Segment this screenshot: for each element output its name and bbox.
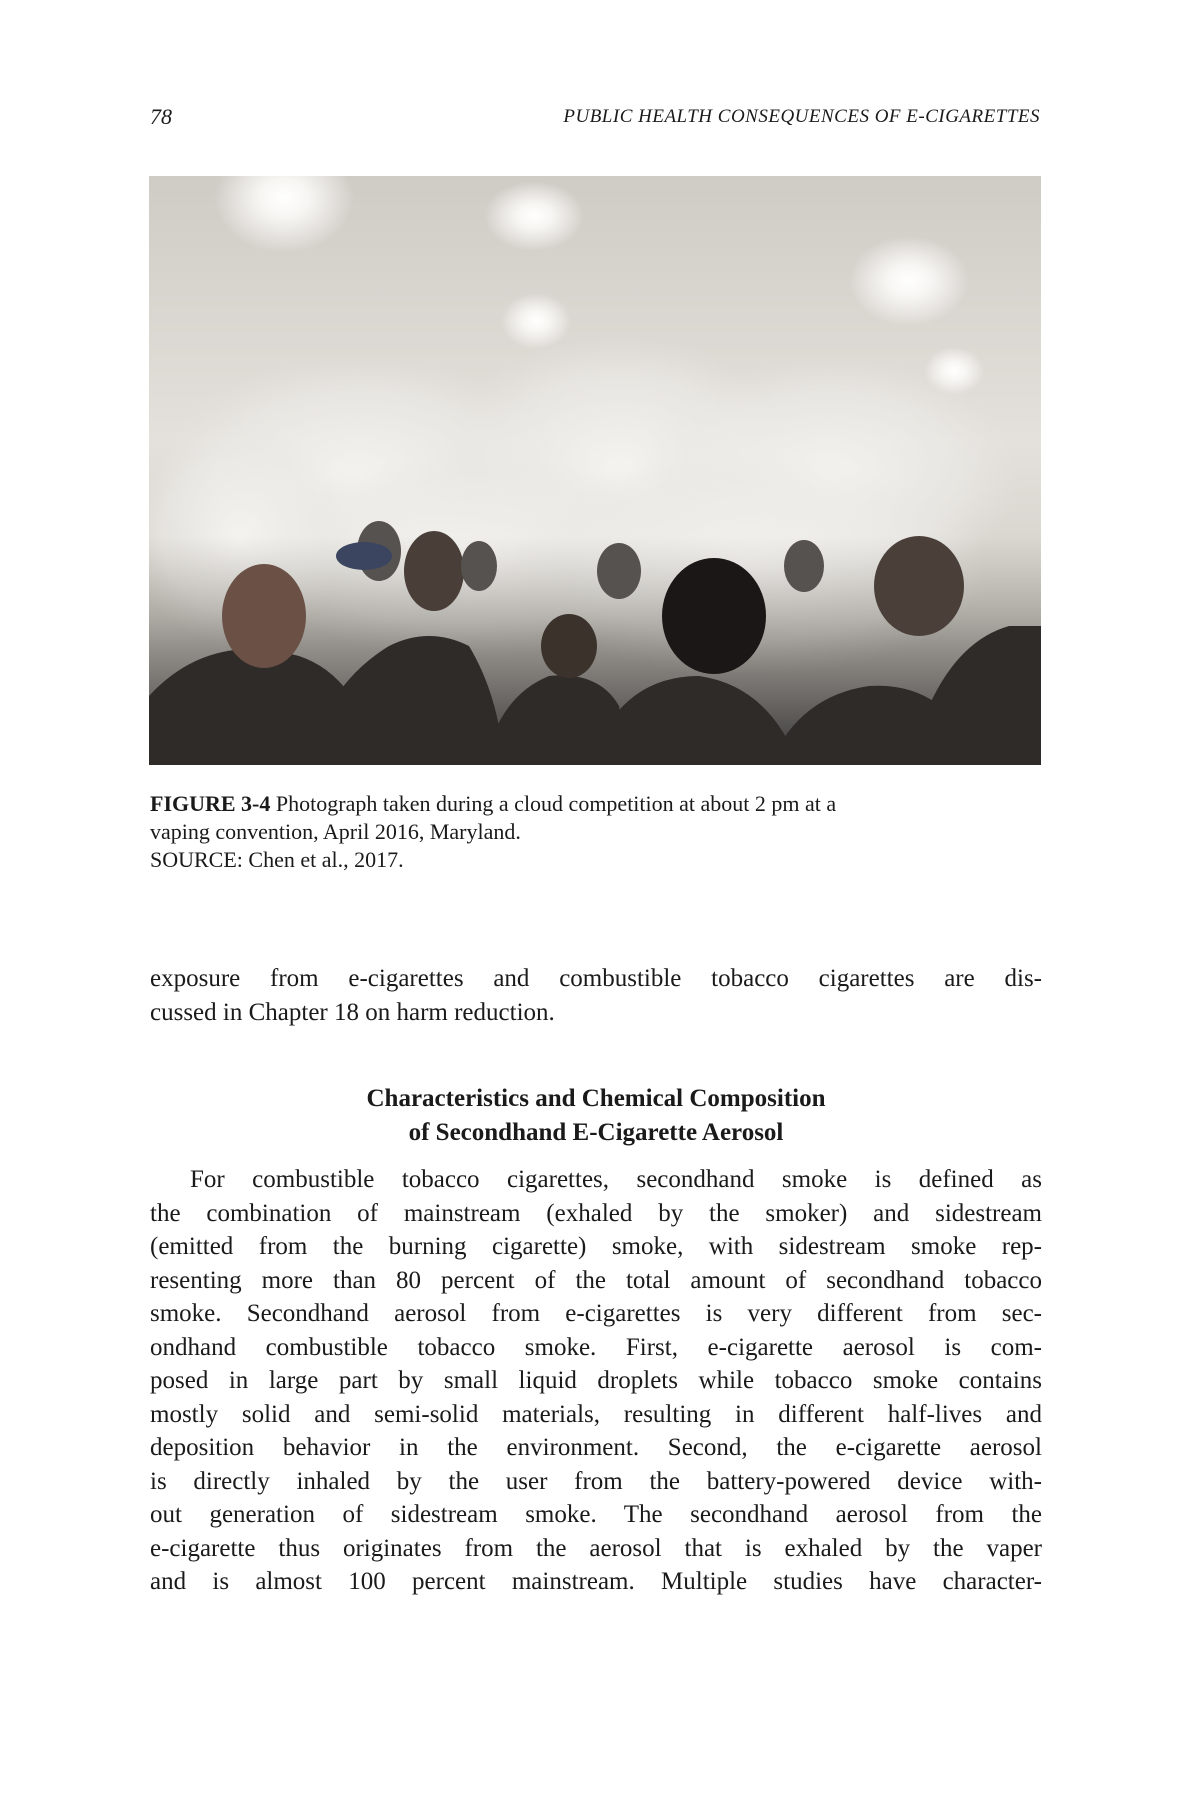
text-line: exposure from e-cigarettes and combustible tobacco cigarettes are dis-: [150, 965, 1042, 992]
text-line: is directly inhaled by the user from the battery-powered device with-: [150, 1467, 1042, 1495]
running-title: PUBLIC HEALTH CONSEQUENCES OF E-CIGARETTES: [563, 106, 1040, 127]
heading-line: of Secondhand E-Cigarette Aerosol: [408, 1119, 784, 1146]
main-paragraph: [150, 1163, 1042, 1599]
text-line: ondhand combustible tobacco smoke. First, e-cigarette aerosol is com-: [150, 1333, 1042, 1361]
text-line: the combination of mainstream (exhaled by the smoker) and sidestream: [150, 1199, 1042, 1227]
text-line: out generation of sidestream smoke. The secondhand aerosol from the: [150, 1501, 1042, 1528]
text-line: smoke. Secondhand aerosol from e-cigarettes is very different from sec-: [150, 1300, 1042, 1327]
figure-photo: [149, 176, 1041, 765]
vape-cloud-photo: [149, 176, 1041, 765]
figure-source: SOURCE: Chen et al., 2017.: [150, 847, 404, 872]
text-line: mostly solid and semi-solid materials, resulting in different half-lives and: [150, 1400, 1042, 1428]
text-line: deposition behavior in the environment. Second, the e-cigarette aerosol: [150, 1434, 1042, 1461]
caption-text: Photograph taken during a cloud competition at about 2 pm at a: [270, 791, 837, 816]
heading-line: Characteristics and Chemical Composition: [366, 1085, 826, 1112]
caption-line: vaping convention, April 2016, Maryland.: [150, 819, 521, 844]
page-number: 78: [150, 104, 172, 129]
text-line: posed in large part by small liquid droplets while tobacco smoke contains: [150, 1367, 1042, 1394]
section-heading: [150, 1082, 1042, 1150]
text-line: e-cigarette thus originates from the aerosol that is exhaled by the vaper: [150, 1534, 1042, 1562]
figure-caption: [150, 790, 1042, 874]
continuation-paragraph: [150, 962, 1042, 1029]
text-line: (emitted from the burning cigarette) smoke, with sidestream smoke rep-: [150, 1233, 1042, 1260]
text-line: cussed in Chapter 18 on harm reduction.: [150, 998, 555, 1026]
text-line: For combustible tobacco cigarettes, secondhand smoke is defined as: [190, 1166, 1042, 1193]
text-line: and is almost 100 percent mainstream. Multiple studies have character-: [150, 1568, 1042, 1595]
running-header: [150, 104, 1040, 134]
figure-label: FIGURE 3-4: [150, 791, 271, 816]
text-line: resenting more than 80 percent of the total amount of secondhand tobacco: [150, 1266, 1042, 1294]
caption-line: [150, 790, 1042, 818]
